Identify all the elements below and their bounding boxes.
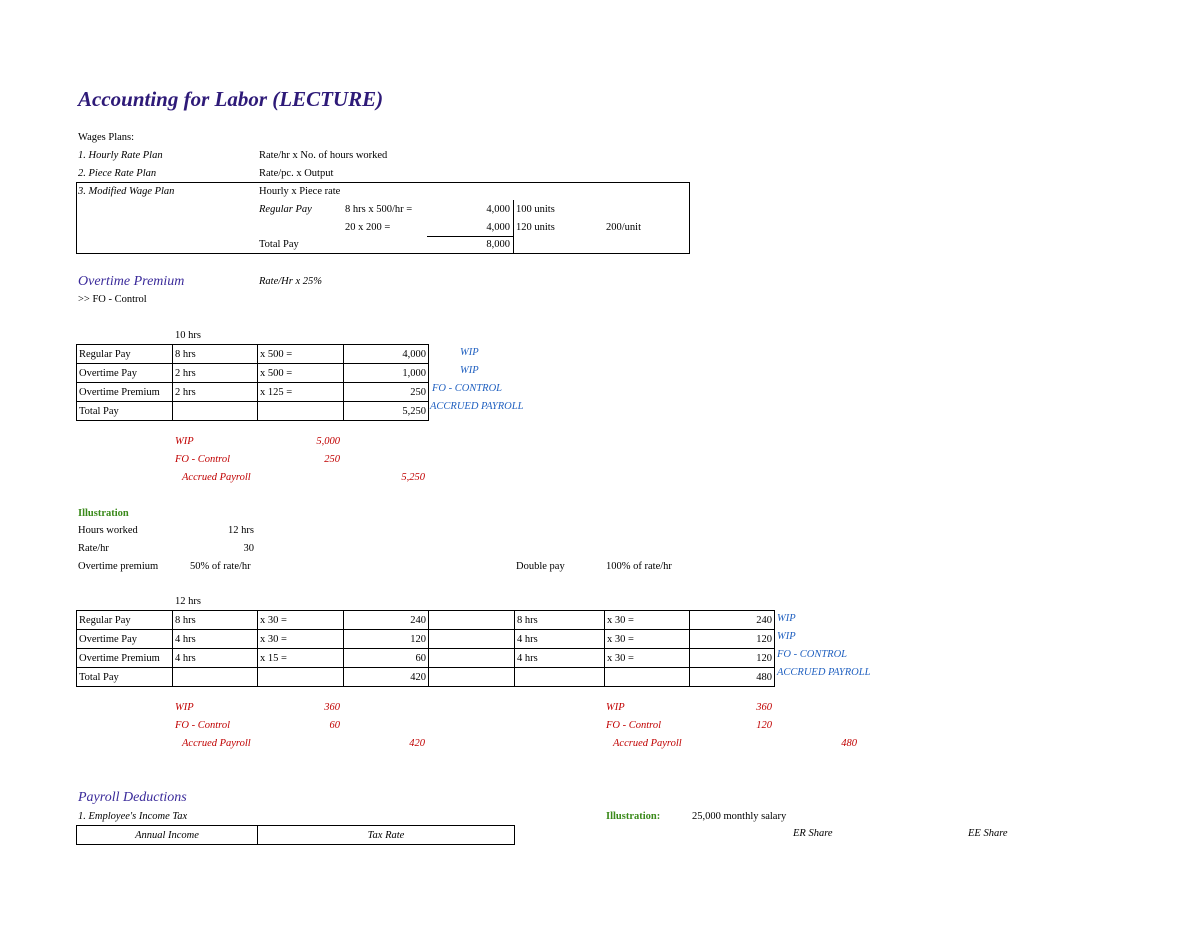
row-label: Overtime Premium xyxy=(77,649,173,668)
tax-table-header xyxy=(76,825,515,845)
deduction-illustration-label: Illustration: xyxy=(606,811,661,822)
plan3-row2-calc: 20 x 200 = xyxy=(345,222,391,233)
col-annual-income: Annual Income xyxy=(77,826,258,845)
page-title: Accounting for Labor (LECTURE) xyxy=(78,87,384,111)
overtime-note: >> FO - Control xyxy=(78,294,147,305)
row-hours-double xyxy=(515,668,605,687)
entry-b-debit-amount: 360 xyxy=(756,702,772,713)
row-amount-double: 120 xyxy=(690,649,775,668)
units-divider xyxy=(513,200,514,254)
row-calc: x 500 = xyxy=(258,345,344,364)
plan3-regular-label: Regular Pay xyxy=(259,204,312,215)
account-label: FO - CONTROL xyxy=(777,649,848,660)
row-hours: 8 hrs xyxy=(173,345,258,364)
row-hours: 4 hrs xyxy=(173,630,258,649)
account-label: WIP xyxy=(777,631,796,642)
row-amount: 5,250 xyxy=(344,402,429,421)
entry-debit-account: FO - Control xyxy=(175,454,231,465)
ot-premium-value: 50% of rate/hr xyxy=(190,561,251,572)
rate-value: 30 xyxy=(243,543,254,554)
table-row xyxy=(77,402,429,421)
row-amount-double: 120 xyxy=(690,630,775,649)
row-spacer xyxy=(429,668,515,687)
row-label: Total Pay xyxy=(77,402,173,421)
overtime-table xyxy=(76,344,429,421)
row-amount: 420 xyxy=(344,668,429,687)
row-label: Regular Pay xyxy=(77,345,173,364)
entry-credit-account: Accrued Payroll xyxy=(182,472,251,483)
row-hours: 2 hrs xyxy=(173,364,258,383)
col-tax-rate: Tax Rate xyxy=(258,826,515,845)
row-amount-double: 480 xyxy=(690,668,775,687)
entry-a-debit-amount: 360 xyxy=(324,702,340,713)
row-label: Total Pay xyxy=(77,668,173,687)
plan3-total-amount: 8,000 xyxy=(486,239,510,250)
row-hours: 4 hrs xyxy=(173,649,258,668)
illustration-heading: Illustration xyxy=(78,508,129,519)
row-spacer xyxy=(429,611,515,630)
row-amount: 120 xyxy=(344,630,429,649)
plan2-formula: Rate/pc. x Output xyxy=(259,168,334,179)
account-label: ACCRUED PAYROLL xyxy=(430,401,524,412)
entry-a-debit-account: WIP xyxy=(175,702,194,713)
plan3-row1-calc: 8 hrs x 500/hr = xyxy=(345,204,413,215)
table-row xyxy=(77,383,429,402)
entry-a-credit-amount: 420 xyxy=(409,738,425,749)
plan3-row1-amount: 4,000 xyxy=(486,204,510,215)
plan3-row2-units: 120 units xyxy=(516,222,555,233)
row-calc xyxy=(258,402,344,421)
row-spacer xyxy=(429,649,515,668)
rate-label: Rate/hr xyxy=(78,543,109,554)
plan1-formula: Rate/hr x No. of hours worked xyxy=(259,150,388,161)
row-label: Overtime Pay xyxy=(77,630,173,649)
row-hours-double: 8 hrs xyxy=(515,611,605,630)
ee-share-label: EE Share xyxy=(968,828,1008,839)
row-calc: x 125 = xyxy=(258,383,344,402)
row-hours: 8 hrs xyxy=(173,611,258,630)
table-row xyxy=(77,826,515,845)
entry-a-credit-account: Accrued Payroll xyxy=(182,738,251,749)
row-calc: x 500 = xyxy=(258,364,344,383)
plan3-total-label: Total Pay xyxy=(259,239,299,250)
row-calc-double xyxy=(605,668,690,687)
account-label: WIP xyxy=(777,613,796,624)
row-label: Regular Pay xyxy=(77,611,173,630)
row-label: Overtime Premium xyxy=(77,383,173,402)
entry-a-debit-account: FO - Control xyxy=(175,720,231,731)
row-calc: x 15 = xyxy=(258,649,344,668)
overtime-hours-label: 10 hrs xyxy=(175,330,201,341)
deductions-heading: Payroll Deductions xyxy=(78,790,187,805)
row-amount: 250 xyxy=(344,383,429,402)
row-amount: 1,000 xyxy=(344,364,429,383)
account-label: WIP xyxy=(460,365,479,376)
table-row xyxy=(77,345,429,364)
row-hours xyxy=(173,668,258,687)
hours-worked-value: 12 hrs xyxy=(228,525,254,536)
plan3-row2-rate: 200/unit xyxy=(606,222,642,233)
row-calc-double: x 30 = xyxy=(605,630,690,649)
row-calc-double: x 30 = xyxy=(605,649,690,668)
plan3-row2-amount: 4,000 xyxy=(486,222,510,233)
account-label: WIP xyxy=(460,347,479,358)
plan3-row1-units: 100 units xyxy=(516,204,555,215)
plan3-formula: Hourly x Piece rate xyxy=(259,186,341,197)
table-row xyxy=(77,649,775,668)
overtime-formula: Rate/Hr x 25% xyxy=(259,276,322,287)
account-label: FO - CONTROL xyxy=(432,383,503,394)
row-spacer xyxy=(429,630,515,649)
row-amount-double: 240 xyxy=(690,611,775,630)
entry-b-debit-amount: 120 xyxy=(756,720,772,731)
entry-debit-amount: 5,000 xyxy=(316,436,340,447)
row-hours: 2 hrs xyxy=(173,383,258,402)
account-label: ACCRUED PAYROLL xyxy=(777,667,871,678)
plan3-name: 3. Modified Wage Plan xyxy=(78,186,175,197)
table-row xyxy=(77,668,775,687)
row-calc: x 30 = xyxy=(258,630,344,649)
entry-a-debit-amount: 60 xyxy=(329,720,340,731)
hours-worked-label: Hours worked xyxy=(78,525,138,536)
entry-b-credit-amount: 480 xyxy=(841,738,857,749)
wage-plans-heading: Wages Plans: xyxy=(78,132,135,143)
row-calc-double: x 30 = xyxy=(605,611,690,630)
illustration-table xyxy=(76,610,775,687)
row-calc: x 30 = xyxy=(258,611,344,630)
sum-underline xyxy=(427,236,513,237)
row-amount: 60 xyxy=(344,649,429,668)
table-row xyxy=(77,611,775,630)
row-hours xyxy=(173,402,258,421)
double-pay-label: Double pay xyxy=(516,561,565,572)
row-amount: 4,000 xyxy=(344,345,429,364)
row-label: Overtime Pay xyxy=(77,364,173,383)
row-calc xyxy=(258,668,344,687)
table-hours-label: 12 hrs xyxy=(175,596,201,607)
entry-debit-amount: 250 xyxy=(324,454,340,465)
row-amount: 240 xyxy=(344,611,429,630)
deduction-illustration-value: 25,000 monthly salary xyxy=(692,811,787,822)
double-pay-value: 100% of rate/hr xyxy=(606,561,672,572)
plan1-name: 1. Hourly Rate Plan xyxy=(78,150,163,161)
entry-debit-account: WIP xyxy=(175,436,194,447)
ot-premium-label: Overtime premium xyxy=(78,561,159,572)
deduction-item1: 1. Employee's Income Tax xyxy=(78,811,188,822)
er-share-label: ER Share xyxy=(793,828,833,839)
entry-b-debit-account: WIP xyxy=(606,702,625,713)
row-hours-double: 4 hrs xyxy=(515,649,605,668)
table-row xyxy=(77,630,775,649)
row-hours-double: 4 hrs xyxy=(515,630,605,649)
plan2-name: 2. Piece Rate Plan xyxy=(78,168,157,179)
entry-credit-amount: 5,250 xyxy=(401,472,425,483)
entry-b-debit-account: FO - Control xyxy=(606,720,662,731)
overtime-heading: Overtime Premium xyxy=(78,274,185,289)
entry-b-credit-account: Accrued Payroll xyxy=(613,738,682,749)
table-row xyxy=(77,364,429,383)
